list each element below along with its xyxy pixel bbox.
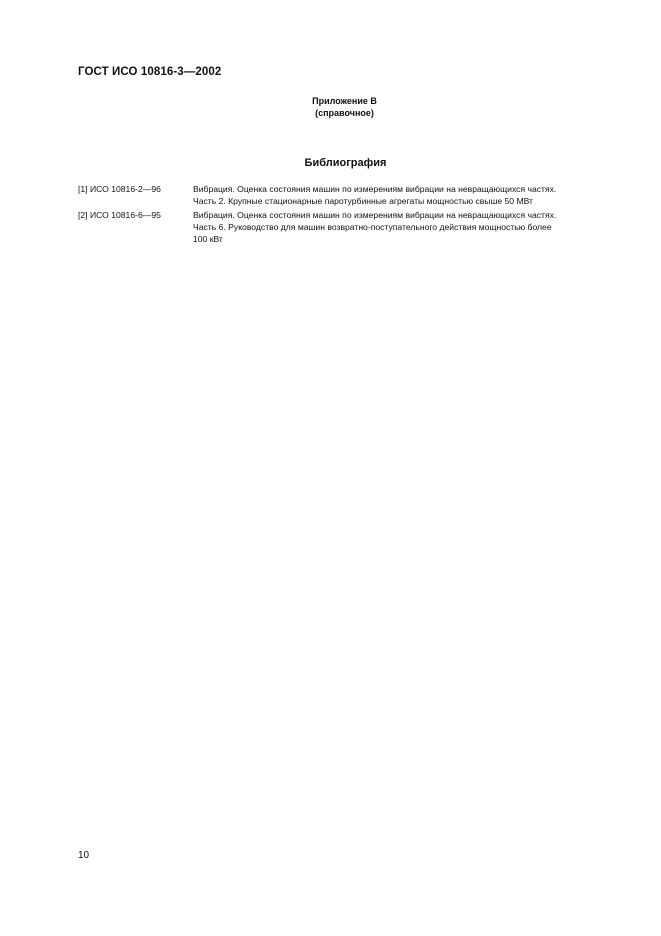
document-code: ГОСТ ИСО 10816-3—2002	[78, 66, 222, 78]
bibliography-text-line: Часть 2. Крупные стационарные паротурбинные агрегаты мощностью свыше 50 МВт	[193, 196, 533, 206]
annex-title: Приложение В	[312, 96, 377, 106]
annex-title-block	[0, 95, 661, 119]
bibliography-text-line: Вибрация. Оценка состояния машин по измерениям вибрации на невращающихся частях.	[193, 184, 557, 194]
bibliography-text-line: Часть 6. Руководство для машин возвратно-поступательного действия мощностью более	[193, 222, 552, 232]
bibliography-entry	[78, 183, 623, 207]
page-number: 10	[78, 850, 90, 861]
bibliography-list	[78, 183, 623, 247]
bibliography-text-line: Вибрация. Оценка состояния машин по измерениям вибрации на невращающихся частях.	[193, 210, 557, 220]
bibliography-text-line: 100 кВт	[193, 234, 223, 244]
bibliography-ref: [2] ИСО 10816-6—95	[78, 210, 161, 220]
bibliography-text	[193, 209, 623, 245]
annex-subtitle: (справочное)	[315, 108, 374, 118]
bibliography-text	[193, 183, 623, 207]
bibliography-entry	[78, 209, 623, 245]
bibliography-heading: Библиография	[304, 157, 387, 169]
bibliography-ref: [1] ИСО 10816-2—96	[78, 184, 161, 194]
